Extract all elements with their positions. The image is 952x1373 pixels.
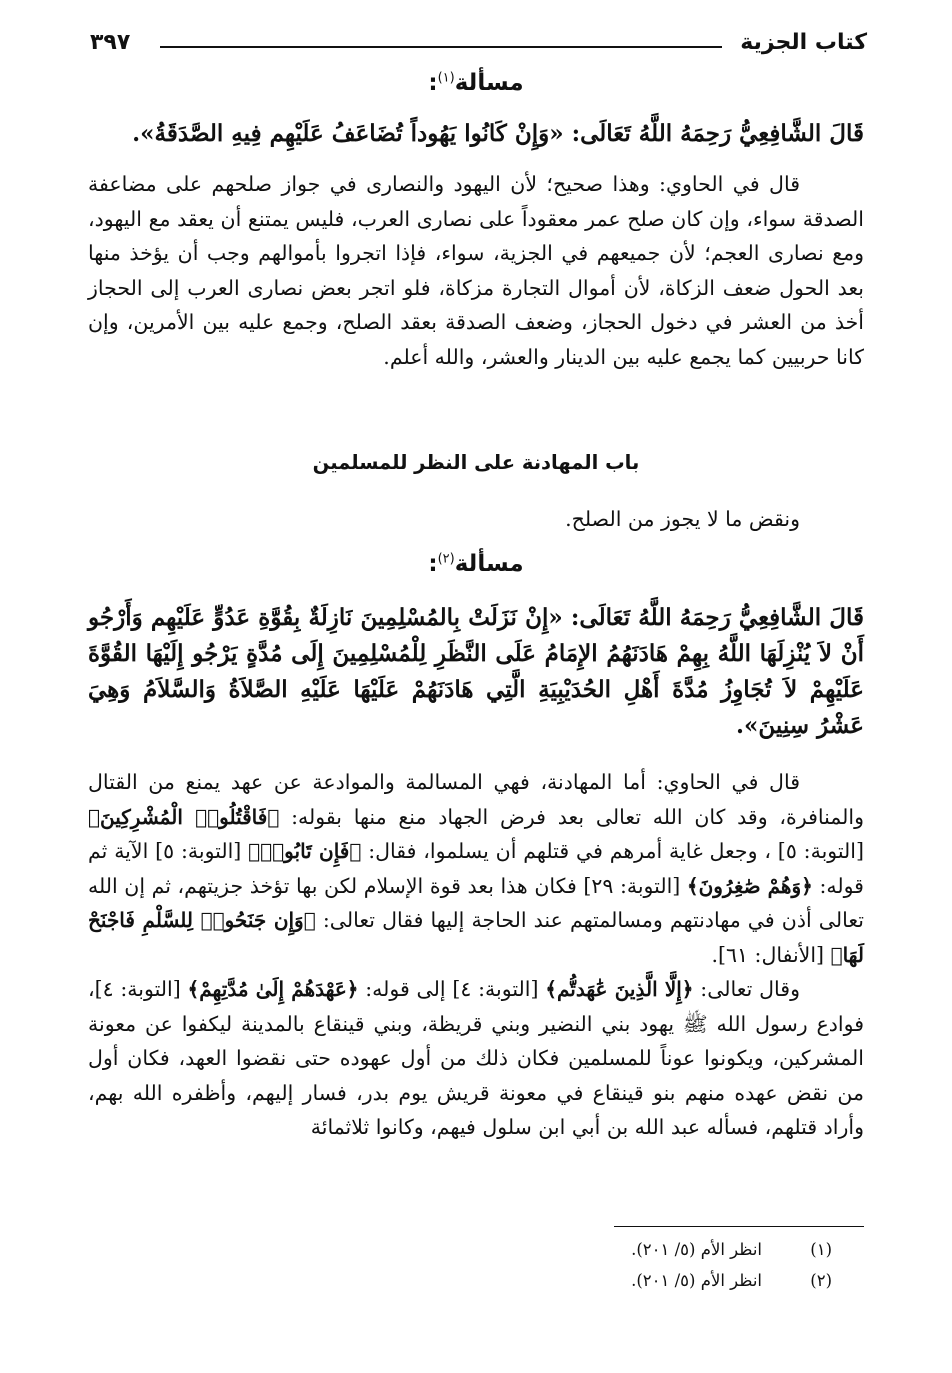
text-run: [التوبة: ٤] إلى قوله: xyxy=(365,977,539,1001)
quran-verse: ﴿فَإِن تَابُوا۟﴾ xyxy=(248,839,362,863)
masala-2-quote: قَالَ الشَّافِعِيُّ رَحِمَهُ اللَّهُ تَعَالَى: «إِنْ نَزَلَتْ بِالمُسْلِمِينَ نَازِلَةٌ بِقُوَّةِ عَدُوٍّ عَلَيْهِم وَأَرْجُو أَنْ لاَ يُنْزِلَهَا اللَّهُ بِهِمْ هَادَنَهُمُ الإِمَامُ عَلَى النَّظَرِ لِلْمُسْلِمِينَ إِلَى مُدَّةٍ يَرْجُو إِلَيْهَا القُوَّةَ عَلَيْهِمْ لاَ تُجَاوِزُ مُدَّةَ أَهْلِ الحُدَيْبِيَةِ الَّتِي هَادَنَهُمْ عَلَيْهَا عَلَيْهِ الصَّلاَةُ وَالسَّلاَمُ وَهِيَ عَشْرُ سِنِينَ». xyxy=(88,604,864,739)
chapter-title: باب المهادنة على النظر للمسلمين xyxy=(312,451,640,474)
footnote-2 xyxy=(631,1271,832,1290)
quran-verse: ﴿وَهُمْ صَٰغِرُونَ﴾ xyxy=(686,873,813,898)
masala-2-word: مسألة xyxy=(454,551,524,577)
masala-1-paragraph: قال في الحاوي: وهذا صحيح؛ لأن اليهود والنصارى في جواز صلحهم على مضاعفة الصدقة سواء، وإن كان صلح عمر معقوداً على نصارى العرب، فليس يمتنع أن يعقد مع اليهود، ومع نصارى العجم؛ لأن جميعهم في الجزية، سواء، فإذا اتجروا بأموالهم وجب أن يؤخذ منها بعد الحول ضعف الزكاة، لأن أموال التجارة مزكاة، فلو اتجر بعض نصارى العرب إلى الحجاز أخذ من العشر في دخول الحجاز، وضعف الصدقة بعقد الصلح، وجمع عليه بين الأمرين، وإن كانا حربيين كما يجمع عليه بين الدينار والعشر، والله أعلم. xyxy=(88,172,864,369)
header-rule xyxy=(160,46,722,48)
masala-2-colon: : xyxy=(428,551,438,577)
masala-1-footnote-ref: (١) xyxy=(437,70,455,86)
footnote-text: انظر الأم (٥/ ٢٠١). xyxy=(631,1271,762,1290)
footnote-rule xyxy=(614,1226,864,1227)
text-run: [التوبة: ٢٩] فكان هذا بعد قوة الإسلام لكن بها تؤخذ جزيتهم، ثم إن الله تعالى أذن في مهادنتهم ومسالمتهم عند الحاجة إليها فقال تعالى: xyxy=(88,873,864,932)
text-run: [الأنفال: ٦١]. xyxy=(711,942,825,967)
footnote-number: (١) xyxy=(810,1240,832,1259)
masala-1-colon: : xyxy=(428,70,438,96)
masala-1-commentary xyxy=(88,167,864,374)
text-run: [التوبة: ٥] ، وجعل غاية أمرهم في قتلهم أن يسلموا، فقال: xyxy=(368,839,864,863)
quran-verse: ﴿وَإِن جَنَحُوا۟ لِلسَّلْمِ فَاجْنَحْ لَهَا﴾ xyxy=(88,908,864,967)
page-number: ٣٩٧ xyxy=(90,30,131,55)
text-run: [التوبة: ٥] الآية ثم قوله: xyxy=(88,839,864,898)
text-run: وقال تعالى: xyxy=(700,977,800,1001)
footnote-number: (٢) xyxy=(810,1271,832,1290)
chapter-subtitle-block xyxy=(88,502,864,537)
chapter-subtitle: ونقض ما لا يجوز من الصلح. xyxy=(565,507,800,531)
quran-verse: ﴿عَهْدَهُمْ إِلَىٰ مُدَّتِهِمْ﴾ xyxy=(187,977,359,1001)
masala-1-word: مسألة xyxy=(454,70,524,96)
book-title: كتاب الجزية xyxy=(740,30,867,55)
masala-1-quote: قَالَ الشَّافِعِيُّ رَحِمَهُ اللَّهُ تَعَالَى: «وَإِنْ كَانُوا يَهُوداً تُضَاعَفُ عَلَيْهِم فِيهِ الصَّدَقَةُ». xyxy=(132,120,864,147)
quran-verse: ﴿إِلَّا الَّذِينَ عَٰهَدتُّم﴾ xyxy=(545,977,694,1001)
masala-2-footnote-ref: (٢) xyxy=(437,551,455,567)
masala-2-paragraph-2 xyxy=(88,972,864,1145)
footnote-1 xyxy=(631,1240,832,1259)
running-header xyxy=(90,28,867,68)
masala-2-paragraph-1 xyxy=(88,765,864,972)
quran-verse: ﴿فَاقْتُلُوا۟ الْمُشْرِكِينَ﴾ xyxy=(88,804,280,829)
masala-1-heading xyxy=(0,70,952,96)
masala-2-heading xyxy=(0,551,952,577)
text-run: قال في الحاوي: أما المهادنة، فهي المسالمة والموادعة عن عهد يمنع من القتال والمنافرة، وقد كان الله تعالى بعد فرض الجهاد منع منها بقوله: xyxy=(88,770,865,829)
text-run: [التوبة: ٤]، فوادع رسول الله ﷺ يهود بني النضير وبني قريظة، وبني قينقاع بالمدينة ليكفوا عن معونة المشركين، ويكونوا عوناً للمسلمين فكان ذلك من أول عهوده حتى نقضوا العهد، فكان أول من نقض عهده منهم بنو قينقاع في معونة قريش يوم بدر، فسار إليهم، وأظفره الله بهم، وأراد قتلهم، فسأله عبد الله بن أبي ابن سلول فيهم، وكانوا ثلاثمائة xyxy=(88,977,864,1139)
masala-2-commentary xyxy=(88,765,864,1145)
footnote-text: انظر الأم (٥/ ٢٠١). xyxy=(631,1240,762,1259)
